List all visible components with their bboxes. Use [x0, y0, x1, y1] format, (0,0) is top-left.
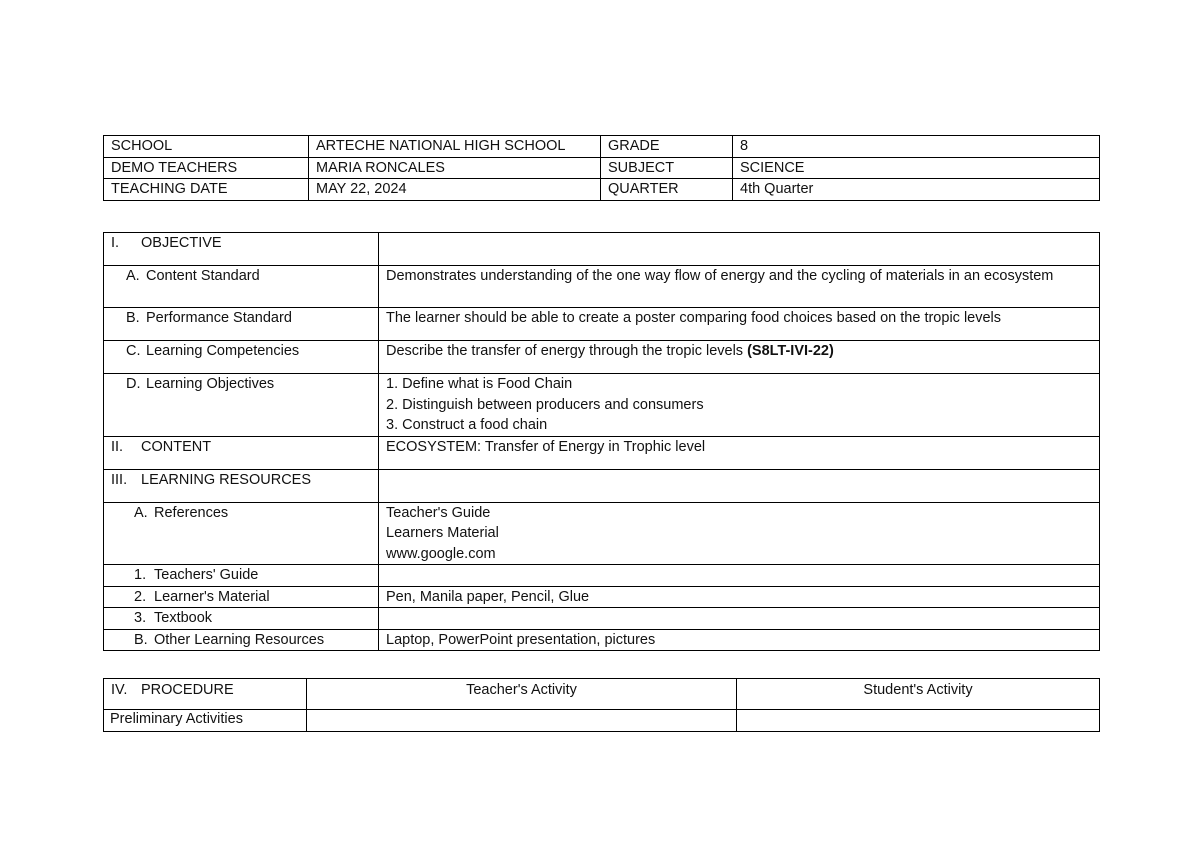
grade-value: 8 — [733, 136, 1100, 158]
content-value: ECOSYSTEM: Transfer of Energy in Trophic level — [379, 436, 1100, 469]
competency-code: (S8LT-IVI-22) — [747, 343, 834, 359]
reference-item: Teacher's Guide — [386, 504, 491, 521]
textbook-label: 3. Textbook — [104, 608, 379, 630]
references-list — [379, 502, 1100, 565]
objective-value — [379, 233, 1100, 266]
procedure-table — [103, 678, 1100, 732]
references-label: A. References — [104, 502, 379, 565]
reference-item: www.google.com — [386, 545, 496, 562]
objective-item: 1. Define what is Food Chain — [386, 376, 573, 392]
content-row — [104, 436, 1100, 469]
reference-item: Learners Material — [386, 525, 499, 541]
objective-item: 3. Construct a food chain — [386, 417, 548, 433]
school-value: ARTECHE NATIONAL HIGH SCHOOL — [309, 136, 601, 158]
teachers-guide-value — [379, 565, 1100, 587]
content-standard-value: Demonstrates understanding of the one way flow of energy and the cycling of materials in an ecosystem — [379, 266, 1100, 308]
performance-standard-value: The learner should be able to create a poster comparing food choices based on the tropic levels — [379, 308, 1100, 341]
learners-material-row — [104, 586, 1100, 608]
info-row-date — [104, 179, 1100, 201]
objective-heading: I. OBJECTIVE — [104, 233, 379, 266]
learners-material-value: Pen, Manila paper, Pencil, Glue — [379, 586, 1100, 608]
competencies-label: C. Learning Competencies — [104, 341, 379, 374]
procedure-heading: IV. PROCEDURE — [104, 679, 307, 710]
content-standard-row — [104, 266, 1100, 308]
competencies-row — [104, 341, 1100, 374]
procedure-header-row — [104, 679, 1100, 710]
content-heading: II. CONTENT — [104, 436, 379, 469]
performance-standard-row — [104, 308, 1100, 341]
quarter-label: QUARTER — [601, 179, 733, 201]
date-value: MAY 22, 2024 — [309, 179, 601, 201]
info-row-school — [104, 136, 1100, 158]
objective-row — [104, 233, 1100, 266]
preliminary-teacher-cell — [307, 710, 737, 732]
info-row-teachers — [104, 157, 1100, 179]
date-label: TEACHING DATE — [104, 179, 309, 201]
textbook-value — [379, 608, 1100, 630]
teachers-guide-label: 1. Teachers' Guide — [104, 565, 379, 587]
learning-resources-row — [104, 469, 1100, 502]
other-resources-label: B. Other Learning Resources — [104, 629, 379, 651]
teachers-guide-row — [104, 565, 1100, 587]
learning-objectives-row — [104, 374, 1100, 437]
competencies-value: Describe the transfer of energy through the tropic levels (S8LT-IVI-22) — [379, 341, 1100, 374]
references-row — [104, 502, 1100, 565]
preliminary-activities-label: Preliminary Activities — [104, 710, 307, 732]
lesson-info-table — [103, 135, 1100, 201]
subject-label: SUBJECT — [601, 157, 733, 179]
other-resources-value: Laptop, PowerPoint presentation, pictures — [379, 629, 1100, 651]
learning-resources-heading: III. LEARNING RESOURCES — [104, 469, 379, 502]
other-resources-row — [104, 629, 1100, 651]
content-standard-label: A. Content Standard — [104, 266, 379, 308]
textbook-row — [104, 608, 1100, 630]
teachers-value: MARIA RONCALES — [309, 157, 601, 179]
subject-value: SCIENCE — [733, 157, 1100, 179]
quarter-value: 4th Quarter — [733, 179, 1100, 201]
school-label: SCHOOL — [104, 136, 309, 158]
learning-objectives-label: D. Learning Objectives — [104, 374, 379, 437]
grade-label: GRADE — [601, 136, 733, 158]
learners-material-label: 2. Learner's Material — [104, 586, 379, 608]
preliminary-student-cell — [737, 710, 1100, 732]
student-activity-header: Student's Activity — [737, 679, 1100, 710]
objective-item: 2. Distinguish between producers and consumers — [386, 396, 704, 413]
preliminary-activities-row — [104, 710, 1100, 732]
learning-resources-value — [379, 469, 1100, 502]
performance-standard-label: B. Performance Standard — [104, 308, 379, 341]
lesson-plan-table — [103, 232, 1100, 651]
teachers-label: DEMO TEACHERS — [104, 157, 309, 179]
teacher-activity-header: Teacher's Activity — [307, 679, 737, 710]
learning-objectives-list — [379, 374, 1100, 437]
